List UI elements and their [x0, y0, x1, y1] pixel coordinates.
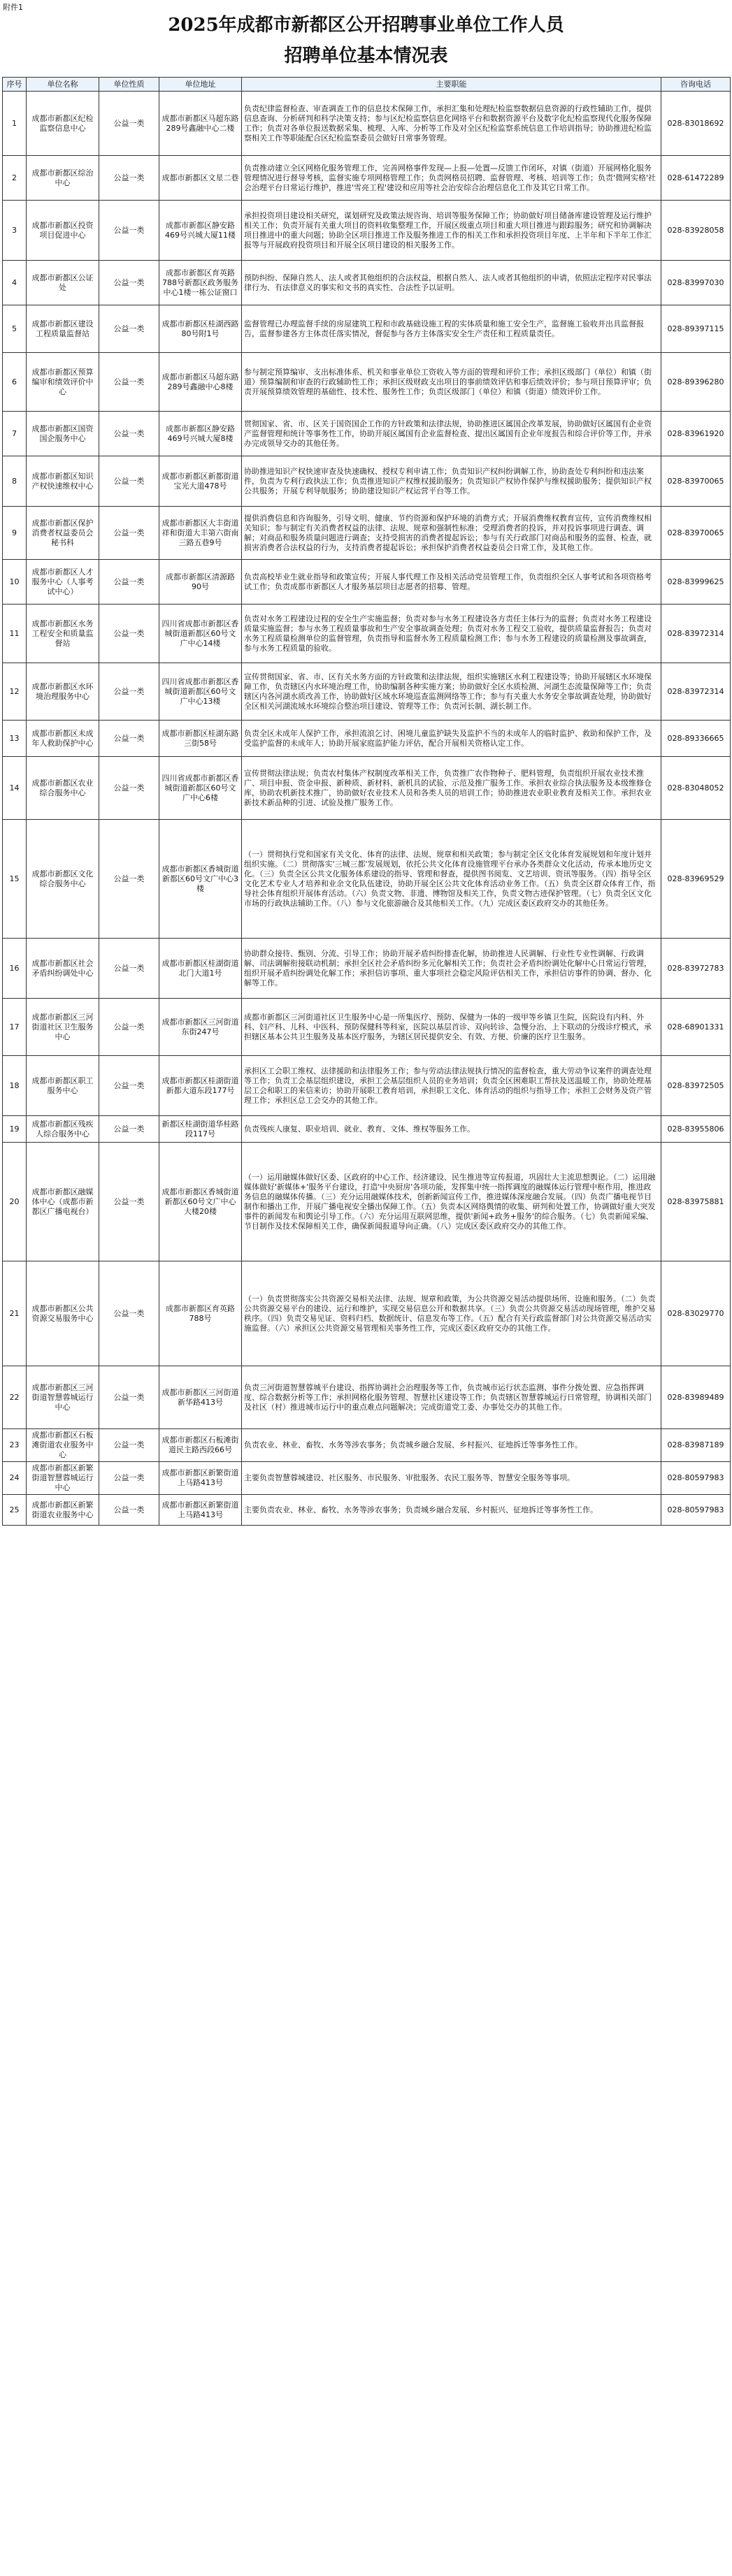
unit-duties: 提供消费信息和咨询服务，引导文明、健康、节约资源和保护环境的消费方式；开展消费维权教育宣传，宣传消费维权相关知识；参与制定有关消费者权益的法律、法规、规章和强制性标准；受理消费者的投诉，并对投诉事项进行调查、调解；对商品和服务质量问题进行调查；支持受损害的消费者提起诉讼；参与有关行政部门对商品和服务的监督、检查，就损害消费者合法权益的行为，支持消费者提起诉讼；承担保护消费者权益委员会日常工作，及其他工作。	[242, 507, 661, 560]
row-number: 8	[3, 456, 27, 507]
unit-name: 成都市新都区农业综合服务中心	[27, 757, 99, 820]
row-number: 11	[3, 605, 27, 663]
row-number: 1	[3, 92, 27, 156]
contact-phone: 028-83972314	[661, 663, 731, 721]
unit-address: 成都市新都区三河街道东街247号	[159, 999, 242, 1056]
header-unit-address: 单位地址	[159, 78, 242, 92]
unit-duties: 监督管理已办理监督手续的房屋建筑工程和市政基础设施工程的实体质量和施工安全生产，监督施工验收并出具监督报告，监督参建各方主体责任落实情况，督促参与各方主体落实安全生产责任和工程质量责任。	[242, 305, 661, 353]
unit-name: 成都市新都区融媒体中心（成都市新都区广播电视台）	[27, 1143, 99, 1261]
row-number: 22	[3, 1366, 27, 1429]
unit-name: 成都市新都区新繁街道农业服务中心	[27, 1495, 99, 1526]
contact-phone: 028-83972314	[661, 605, 731, 663]
table-row	[3, 663, 731, 721]
unit-duties: 协助推进知识产权快速审查及快速确权、授权专利申请工作；负责知识产权纠纷调解工作，协助查处专利纠纷和违法案件，负责为专利行政执法工作；负责推进知识产权维权援助服务；负责知识产权协作保护与维权援助服务；提供知识产权公共服务；开展专利导航服务；协助建设知识产权运营平台等工作。	[242, 456, 661, 507]
unit-name: 成都市新都区文化综合服务中心	[27, 820, 99, 939]
contact-phone: 028-83955806	[661, 1116, 731, 1143]
unit-address: 成都市新都区新繁街道上马路413号	[159, 1495, 242, 1526]
unit-type: 公益一类	[99, 1462, 159, 1495]
unit-name: 成都市新都区保护消费者权益委员会秘书科	[27, 507, 99, 560]
row-number: 18	[3, 1056, 27, 1116]
unit-address: 四川省成都市新都区香城街道新都区60号文广中心6楼	[159, 757, 242, 820]
row-number: 19	[3, 1116, 27, 1143]
unit-address: 成都市新都区桂湖街道新都大道东段177号	[159, 1056, 242, 1116]
unit-duties: （一）负责贯彻落实公共资源交易相关法律、法规、规章和政策，为公共资源交易活动提供场所、设施和服务。（二）负责公共资源交易平台的建设、运行和维护，实现交易信息公开和数据共享。（三）负责公共资源交易活动现场管理，维护交易秩序。（四）负责交易见证、资料归档、数据统计、信息发布等工作。（五）配合有关行政监督部门对公共资源交易活动实施监督。（六）承担区公共资源交易管理相关事务性工作，完成区委区政府交办的其他工作。	[242, 1261, 661, 1366]
unit-address: 成都市新都区香城街道新都区60号文广中心3楼	[159, 820, 242, 939]
unit-duties: 贯彻国家、省、市、区关于国资国企工作的方针政策和法律法规，协助推进区属国企改革发展，协助做好区属国有企业资产监督管理和统计等事务性工作，协助开展区属国有企业监督检查、提出区属国有企业年度报告和综合评价等工作，并承办完成领导交办的其他任务。	[242, 412, 661, 456]
table-row	[3, 201, 731, 261]
unit-duties: 负责农业、林业、畜牧、水务等涉农事务；负责城乡融合发展、乡村振兴、征地拆迁等事务性工作。	[242, 1429, 661, 1462]
header-no: 序号	[3, 78, 27, 92]
unit-duties: 宣传贯彻国家、省、市、区有关水务方面的方针政策和法律法规，组织实施辖区水利工程建设等；协助开展辖区水环境保障工作，负责辖区内水环境治理工作，协助编制各种实施方案；协助做好全区水质检测、河湖生态流量保障等工作；负责辖区内各河湖水质改善工作，协助做好区域水环境巡查监测网络等工作；参与有关重大水务安全事故调查处理，协助做好全区相关河湖流域水环境综合整治项目建设、管理等工作；负责河长制、湖长制工作。	[242, 663, 661, 721]
row-number: 24	[3, 1462, 27, 1495]
header-main-duties: 主要职能	[242, 78, 661, 92]
unit-name: 成都市新都区人才服务中心（人事考试中心）	[27, 560, 99, 605]
unit-address: 成都市新都区香城街道新都区60号文广中心大楼20楼	[159, 1143, 242, 1261]
unit-address: 成都市新都区新繁街道上马路413号	[159, 1462, 242, 1495]
unit-type: 公益一类	[99, 560, 159, 605]
contact-phone: 028-83970065	[661, 456, 731, 507]
row-number: 2	[3, 156, 27, 201]
unit-address: 成都市新都区桂湖街道北门大道1号	[159, 939, 242, 999]
table-row	[3, 507, 731, 560]
table-row	[3, 156, 731, 201]
header-unit-name: 单位名称	[27, 78, 99, 92]
unit-type: 公益一类	[99, 1056, 159, 1116]
table-row	[3, 560, 731, 605]
table-row	[3, 1143, 731, 1261]
unit-duties: 负责三河街道智慧蓉城平台建设、指挥协调社会治理服务等工作，负责城市运行状态监测、事件分拨处置、应急指挥调度、综合数据分析等工作；承担网格化服务管理、智慧社区建设等工作；负责辖区智慧蓉城运行日常管理，协调相关部门及社区（村）推进城市运行中的重点难点问题解决；完成街道党工委、办事处交办的其他工作。	[242, 1366, 661, 1429]
unit-type: 公益一类	[99, 412, 159, 456]
unit-name: 成都市新都区未成年人救助保护中心	[27, 721, 99, 757]
contact-phone: 028-83970065	[661, 507, 731, 560]
unit-address: 成都市新都区三河街道新华路413号	[159, 1366, 242, 1429]
table-header-row	[3, 78, 731, 92]
row-number: 17	[3, 999, 27, 1056]
table-row	[3, 757, 731, 820]
table-row	[3, 353, 731, 412]
unit-type: 公益一类	[99, 261, 159, 305]
unit-type: 公益一类	[99, 353, 159, 412]
table-row	[3, 92, 731, 156]
unit-type: 公益一类	[99, 1366, 159, 1429]
unit-type: 公益一类	[99, 721, 159, 757]
contact-phone: 028-83987189	[661, 1429, 731, 1462]
unit-duties: 承担投资项目建设相关研究，谋划研究及政策法规咨询、培训等服务保障工作；协助做好项目储备库建设管理及运行维护相关工作；负责开展有关重大项目的资料收集整理工作，开展区级重点项目和重大项目推进与跟踪服务；研究和协调解决项目推进中的重大问题；协助全区项目推进工作及服务推进工作的相关工作和承担投资项目年度、上半年和下半年工作汇报等与开展政府投资项目和开展全区项目建设的相关服务工作。	[242, 201, 661, 261]
table-row	[3, 1366, 731, 1429]
unit-name: 成都市新都区社会矛盾纠纷调处中心	[27, 939, 99, 999]
unit-duties: 预防纠纷、保障自然人、法人或者其他组织的合法权益，根据自然人、法人或者其他组织的申请，依照法定程序对民事法律行为、有法律意义的事实和文书的真实性、合法性予以证明。	[242, 261, 661, 305]
unit-duties: 负责纪律监督检查、审查调查工作的信息技术保障工作，承担汇集和处理纪检监察数据信息资源的行政性辅助工作，提供信息查询、分析研判和科学决策支持；参与区纪检监察信息化网络平台和数据资源平台及数字化纪检监察现代化服务保障工作；负责对各单位报送数据采集、梳理、入库、分析等工作及对全区纪检监察系统信息工作培训指导；协助推进纪检监察相关工作等职能配合区纪检监察委员会做好日常事务管理。	[242, 92, 661, 156]
table-row	[3, 1056, 731, 1116]
table-row	[3, 1495, 731, 1526]
row-number: 5	[3, 305, 27, 353]
unit-name: 成都市新都区三河街道社区卫生服务中心	[27, 999, 99, 1056]
contact-phone: 028-89396280	[661, 353, 731, 412]
table-row	[3, 1261, 731, 1366]
row-number: 3	[3, 201, 27, 261]
contact-phone: 028-83975881	[661, 1143, 731, 1261]
unit-type: 公益一类	[99, 939, 159, 999]
unit-type: 公益一类	[99, 820, 159, 939]
table-row	[3, 305, 731, 353]
contact-phone: 028-83989489	[661, 1366, 731, 1429]
unit-type: 公益一类	[99, 1495, 159, 1526]
unit-name: 成都市新都区残疾人综合服务中心	[27, 1116, 99, 1143]
row-number: 21	[3, 1261, 27, 1366]
contact-phone: 028-83969529	[661, 820, 731, 939]
contact-phone: 028-83928058	[661, 201, 731, 261]
row-number: 16	[3, 939, 27, 999]
row-number: 12	[3, 663, 27, 721]
unit-type: 公益一类	[99, 201, 159, 261]
unit-type: 公益一类	[99, 1261, 159, 1366]
unit-address: 四川省成都市新都区香城街道新都区60号文广中心14楼	[159, 605, 242, 663]
table-row	[3, 456, 731, 507]
page-subtitle: 招聘单位基本情况表	[284, 45, 448, 66]
table-row	[3, 820, 731, 939]
contact-phone: 028-80597983	[661, 1495, 731, 1526]
row-number: 6	[3, 353, 27, 412]
row-number: 20	[3, 1143, 27, 1261]
contact-phone: 028-83997030	[661, 261, 731, 305]
unit-type: 公益一类	[99, 757, 159, 820]
table-row	[3, 1462, 731, 1495]
unit-duties: 负责残疾人康复、职业培训、就业、教育、文体、维权等服务工作。	[242, 1116, 661, 1143]
table-row	[3, 605, 731, 663]
header-phone: 咨询电话	[661, 78, 731, 92]
table-row	[3, 939, 731, 999]
unit-type: 公益一类	[99, 663, 159, 721]
unit-duties: 负责推动建立全区网格化服务管理工作，完善网格事件发现—上报—处置—反馈工作闭环，对镇（街道）开展网格化服务管理情况进行督导考核，监督实施专项网格管理工作；负责网格员招聘、监督管理、考核、培训等工作；负责'微网实格'社会治理平台日常运行维护，推进'雪亮工程'建设和应用等社会治安综合治理信息化工作及其它日常工作。	[242, 156, 661, 201]
table-row	[3, 261, 731, 305]
unit-name: 成都市新都区综治中心	[27, 156, 99, 201]
row-number: 15	[3, 820, 27, 939]
unit-name: 成都市新都区职工服务中心	[27, 1056, 99, 1116]
unit-name: 成都市新都区水务工程安全和质量监督站	[27, 605, 99, 663]
unit-name: 成都市新都区新繁街道智慧蓉城运行中心	[27, 1462, 99, 1495]
row-number: 23	[3, 1429, 27, 1462]
row-number: 4	[3, 261, 27, 305]
unit-type: 公益一类	[99, 1143, 159, 1261]
unit-duties: 负责对水务工程建设过程的安全生产实施监督；负责对参与水务工程建设各方责任主体行为的监督；负责对水务工程建设质量实施监督；参与水务工程质量事故和生产安全事故调查处理；负责对水务工程交工验收，提供质量监督报告；负责对水务工程质量检测单位的监督管理，负责指导和监督水务工程质量检测工作；参与水务工程建设的质量检测及事故调查，参与水务工程质量的验收。	[242, 605, 661, 663]
table-row	[3, 721, 731, 757]
unit-type: 公益一类	[99, 605, 159, 663]
unit-address: 成都市新都区静安路469号兴城大厦8楼	[159, 412, 242, 456]
table-row	[3, 412, 731, 456]
table-row	[3, 999, 731, 1056]
unit-duties: 主要负责农业、林业、畜牧、水务等涉农事务；负责城乡融合发展、乡村振兴、征地拆迁等事务性工作。	[242, 1495, 661, 1526]
contact-phone: 028-80597983	[661, 1462, 731, 1495]
unit-duties: 主要负责智慧蓉城建设、社区服务、市民服务、审批服务、农民工服务等、智慧安全服务等事项。	[242, 1462, 661, 1495]
contact-phone: 028-83972505	[661, 1056, 731, 1116]
contact-phone: 028-89397115	[661, 305, 731, 353]
unit-name: 成都市新都区公共资源交易服务中心	[27, 1261, 99, 1366]
unit-address: 新都区桂湖街道华桂路段117号	[159, 1116, 242, 1143]
page-title: 2025年成都市新都区公开招聘事业单位工作人员	[168, 15, 564, 36]
row-number: 13	[3, 721, 27, 757]
unit-name: 成都市新都区建设工程质量监督站	[27, 305, 99, 353]
unit-duties: 参与制定预算编审、支出标准体系、机关和事业单位工资收入等方面的管理和评价工作；承担区级部门（单位）和镇（街道）预算编制和审查的行政辅助性工作；承担区级财政支出项目的事前绩效评估和事后绩效评价；参与项目预算评审；负责开展预算绩效管理的基础性、技术性、服务性工作；负责区级部门（单位）和镇（街道）绩效评价工作。	[242, 353, 661, 412]
unit-duties: （一）贯彻执行党和国家有关文化、体育的法律、法规、规章和相关政策；参与制定全区文化体育发展规划和年度计划并组织实施。（二）贯彻落实'三城三都'发展规划，依托公共文化体育设施管理平台承办各类群众文化活动，传承本地历史文化。（三）负责全区公共文化服务体系建设的指导、管理和督查，提供图书阅览、文艺培训、资讯等服务。（四）指导全区文化艺术专业人才培养和业余文化队伍建设，协助开展全区公共文化体育活动业务工作。（五）负责全区群众体育工作，指导社会体育组织开展体育活动。（六）负责文物、非遗、博物馆及相关工作，负责文物古迹保护管理。（七）负责全区文化市场的行政执法辅助工作。（八）参与文化旅游融合及其他相关工作。（九）完成区委区政府交办的其他任务。	[242, 820, 661, 939]
unit-duties: 协助群众接待、甄别、分流、引导工作；协助开展矛盾纠纷排查化解，协助推进人民调解、行业性专业性调解、行政调解、司法调解衔接联动机制；承担全区社会矛盾纠纷多元化解相关工作；负责社会矛盾纠纷调处化解中心日常运行管理，组织开展矛盾纠纷调处化解工作；承担信访事项、重大事项社会稳定风险评估相关工作，承担信访事件的协调、督办、化解等工作。	[242, 939, 661, 999]
unit-duties: 负责高校毕业生就业指导和政策宣传；开展人事代理工作及相关活动党员管理工作，负责组织全区人事考试和各项资格考试工作；负责成都市新都区人才服务基层项目志愿者的招募、管理。	[242, 560, 661, 605]
row-number: 14	[3, 757, 27, 820]
unit-duties: 负责全区未成年人保护工作，承担流浪乞讨、困境儿童监护缺失及监护不当的未成年人的临时监护、救助和保护工作，及受监护监督的未成年人；协助开展家庭监护能力评估，配合开展相关资格认定工作。	[242, 721, 661, 757]
unit-name: 成都市新都区投资项目促进中心	[27, 201, 99, 261]
contact-phone: 028-83972783	[661, 939, 731, 999]
unit-type: 公益一类	[99, 1429, 159, 1462]
unit-type: 公益一类	[99, 507, 159, 560]
contact-phone: 028-83029770	[661, 1261, 731, 1366]
unit-address: 成都市新都区清源路90号	[159, 560, 242, 605]
unit-address: 四川省成都市新都区香城街道新都区60号文广中心13楼	[159, 663, 242, 721]
unit-address: 成都市新都区马超东路289号鑫融中心8楼	[159, 353, 242, 412]
unit-name: 成都市新都区公证处	[27, 261, 99, 305]
header-unit-type: 单位性质	[99, 78, 159, 92]
contact-phone: 028-83999625	[661, 560, 731, 605]
unit-type: 公益一类	[99, 999, 159, 1056]
unit-type: 公益一类	[99, 156, 159, 201]
row-number: 10	[3, 560, 27, 605]
unit-type: 公益一类	[99, 305, 159, 353]
unit-duties: 宣传贯彻法律法规；负责农村集体产权制度改革相关工作，负责推广农作物种子、肥料管理，负责组织开展农业技术推广、项目申报、资金申报、新种质、新材料、新机具的试验、示范及推广服务工作。承担农业综合执法服务及本级维修仓库，协助农机新技术推广，协助做好农业技术人员和各类人员的培训工作；协助推进农业职业教育及相关工作。承担农业新技术新品种的引进、试验及推广服务工作。	[242, 757, 661, 820]
row-number: 7	[3, 412, 27, 456]
unit-duties: 成都市新都区三河街道社区卫生服务中心是一所集医疗、预防、保健为一体的一级甲等乡镇卫生院，医院设有内科、外科、妇产科、儿科、中医科、预防保健科等科室，医院以基层首诊、双向转诊、急慢分治、上下联动的分级诊疗模式，承担辖区基本公共卫生服务及基本医疗服务，为辖区居民提供安全、有效、方便、价廉的医疗卫生服务。	[242, 999, 661, 1056]
unit-address: 成都市新都区桂湖西路80号附1号	[159, 305, 242, 353]
unit-duties: 承担区工会职工维权、法律援助和法律服务工作；参与劳动法律法规执行情况的监督检查，重大劳动争议案件的调查处理等工作；负责工会基层组织建设，承担工会基层组织人员的业务培训；负责全区困难职工帮扶及送温暖工作，协助处理基层工会和职工的来信来访；协助开展职工教育培训，承担职工文化、体育活动的组织与指导工作；承担工会财务及资产管理工作；承担区总工会交办的其他工作。	[242, 1056, 661, 1116]
contact-phone: 028-83018692	[661, 92, 731, 156]
unit-name: 成都市新都区预算编审和绩效评价中心	[27, 353, 99, 412]
contact-phone: 028-68901331	[661, 999, 731, 1056]
unit-address: 成都市新都区育英路788号	[159, 1261, 242, 1366]
contact-phone: 028-83961920	[661, 412, 731, 456]
unit-address: 成都市新都区育英路788号新都区政务服务中心1楼一栋公证窗口	[159, 261, 242, 305]
unit-type: 公益一类	[99, 456, 159, 507]
unit-name: 成都市新都区纪检监察信息中心	[27, 92, 99, 156]
unit-name: 成都市新都区国资国企服务中心	[27, 412, 99, 456]
contact-phone: 028-83048052	[661, 757, 731, 820]
unit-address: 成都市新都区静安路469号兴城大厦11楼	[159, 201, 242, 261]
contact-phone: 028-89336665	[661, 721, 731, 757]
units-table	[2, 77, 731, 1526]
attachment-label: 附件1	[3, 3, 23, 12]
table-row	[3, 1116, 731, 1143]
unit-name: 成都市新都区水环境治理服务中心	[27, 663, 99, 721]
unit-address: 成都市新都区新都街道宝光大道478号	[159, 456, 242, 507]
unit-address: 成都市新都区桂湖东路三街58号	[159, 721, 242, 757]
unit-type: 公益一类	[99, 1116, 159, 1143]
table-row	[3, 1429, 731, 1462]
unit-name: 成都市新都区知识产权快速维权中心	[27, 456, 99, 507]
unit-address: 成都市新都区马超东路289号鑫融中心二楼	[159, 92, 242, 156]
unit-type: 公益一类	[99, 92, 159, 156]
unit-name: 成都市新都区石板滩街道农业服务中心	[27, 1429, 99, 1462]
unit-name: 成都市新都区三河街道智慧蓉城运行中心	[27, 1366, 99, 1429]
contact-phone: 028-61472289	[661, 156, 731, 201]
unit-duties: （一）运用融媒体做好区委、区政府的中心工作、经济建设、民生推进等宣传报道，巩固壮大主流思想舆论。（二）运用融媒体做好'新媒体+'服务平台建设，打造'中央厨房'各项功能，发挥集中统一指挥调度的融媒体运行管理中枢作用，推进政务信息的融媒体传播。（三）充分运用融媒体技术，创新新闻宣传工作，推进媒体深度融合发展。（四）负责广播电视节目制作和播出工作，开展广播电视安全播出保障工作。（五）负责本区网络舆情的收集、研判和处置工作，协调做好重大突发事件的新闻发布和舆论引导工作。（六）充分运用互联网思维，提供'新闻+政务+服务'的综合服务。（七）负责新闻采编、节目制作及技术保障相关工作，确保新闻报道导向正确。（八）完成区委区政府交办的其他工作。	[242, 1143, 661, 1261]
unit-address: 成都市新都区大丰街道祥和街道大丰第六街南三路五巷9号	[159, 507, 242, 560]
unit-address: 成都市新都区石板滩街道民主路西段66号	[159, 1429, 242, 1462]
row-number: 25	[3, 1495, 27, 1526]
row-number: 9	[3, 507, 27, 560]
unit-address: 成都市新都区文星二巷	[159, 156, 242, 201]
